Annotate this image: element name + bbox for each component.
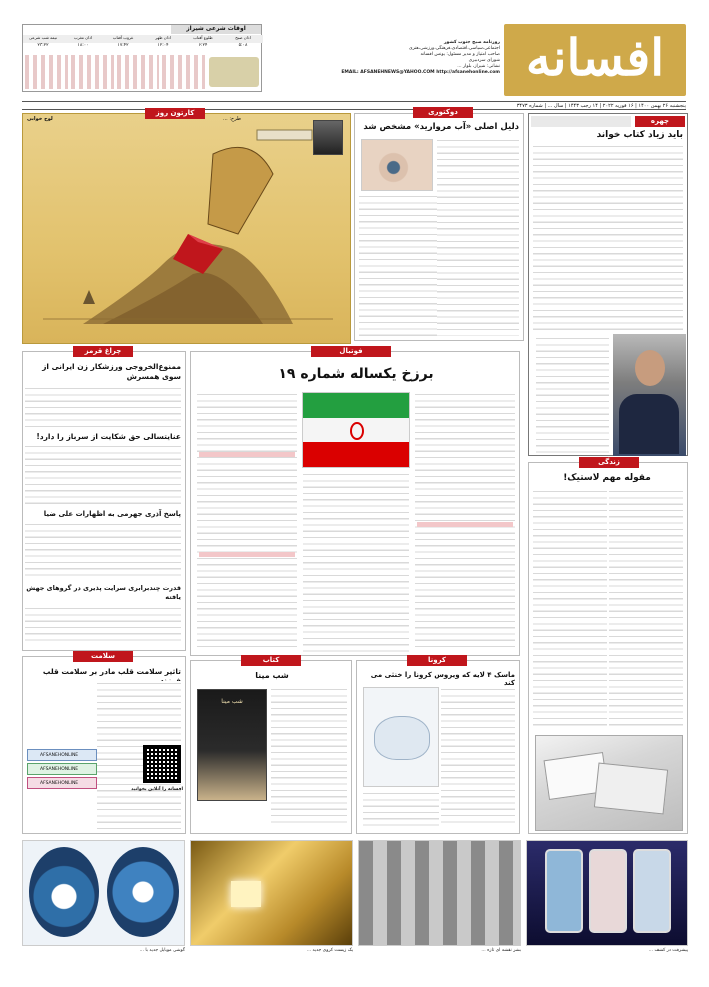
currency-row xyxy=(25,55,68,89)
currency-row xyxy=(71,55,114,89)
currency-strip xyxy=(25,55,205,89)
social-links xyxy=(27,749,97,805)
cartoon-illustration xyxy=(23,114,352,345)
article-body xyxy=(359,194,437,336)
article-title: باید زیاد کتاب خواند xyxy=(596,130,683,140)
social-link-whatsapp[interactable]: AFSANEHONLINE xyxy=(27,763,97,775)
article-title: ماسک ۴ لایه که ویروس کرونا را خنثی می کند xyxy=(370,671,515,687)
book-cover xyxy=(197,689,267,801)
section-label: کتاب xyxy=(241,655,301,666)
article-body xyxy=(441,687,515,827)
article-title: مقوله مهم لاستیک! xyxy=(563,473,651,483)
section-label: زندگی xyxy=(579,457,639,468)
flag-white xyxy=(303,418,409,443)
article-body xyxy=(533,144,683,334)
eye-photo xyxy=(361,139,433,191)
cartoon-caption: طرح: ... xyxy=(223,116,242,122)
social-link-instagram[interactable]: AFSANEHONLINE xyxy=(27,777,97,789)
section-band xyxy=(531,116,631,127)
oqat-header: غروب آفتاب xyxy=(112,35,134,40)
article-body xyxy=(536,336,609,454)
news-body xyxy=(25,386,181,428)
bottom-photo-earth xyxy=(22,840,185,946)
currency-row xyxy=(162,55,205,89)
masthead-info xyxy=(270,40,500,92)
info-line: EMAIL: AFSANEHNEWS@YAHOO.COM http://afsanehonline.com xyxy=(341,70,500,75)
section-label: چراغ قرمز xyxy=(73,346,133,357)
highlight-line xyxy=(199,452,295,457)
oqat-header-row xyxy=(23,35,263,43)
highlight-line xyxy=(417,522,513,527)
oqat-value: ۲۳:۲۲ xyxy=(37,43,49,48)
news-body xyxy=(25,522,181,578)
book-cover-title: شب مینا xyxy=(221,698,243,705)
section-label: چهره xyxy=(635,116,685,127)
news-title: پاسخ آذری جهرمی به اظهارات علی ضیا xyxy=(43,510,181,518)
author-photo xyxy=(613,334,686,456)
news-body xyxy=(25,606,181,646)
mask-box xyxy=(356,656,520,834)
oqat-value: ۱۷:۴۲ xyxy=(117,43,129,48)
health-box xyxy=(22,652,186,834)
article-body xyxy=(609,489,683,729)
bottom-photo-gold xyxy=(190,840,353,946)
oqat-title: اوقات شرعی شیراز xyxy=(171,25,261,34)
bottom-caption: گوشی موبایل جدید با ... xyxy=(139,948,185,953)
section-label: کارتون روز xyxy=(145,108,205,119)
oqat-header: اذان صبح xyxy=(235,35,251,40)
article-title: دلیل اصلی «آب مروارید» مشخص شد xyxy=(363,122,519,132)
oqat-value-row xyxy=(23,43,263,51)
article-body xyxy=(271,687,347,827)
news-title: ممنوع‌الخروجی ورزشکار زن ایرانی از سوی همسرش xyxy=(42,362,181,381)
info-line: صاحب امتیاز و مدیر مسئول: یونس افسانه xyxy=(420,52,500,57)
info-line: اجتماعی،سیاسی،اقتصادی،فرهنگی،ورزشی،هنری xyxy=(408,46,500,51)
bottom-strip xyxy=(22,840,688,966)
doctor-box xyxy=(354,108,524,341)
article-title: برزخ یکساله شماره ۱۹ xyxy=(278,366,434,382)
qr-caption: افسانه را آنلاین بخوانید xyxy=(131,787,183,792)
info-line: نشانی: شیراز، بلوار ... xyxy=(457,64,500,69)
qr-code[interactable] xyxy=(143,745,181,783)
oqat-value: ۶:۲۴ xyxy=(198,43,208,48)
chehre-box xyxy=(528,113,688,456)
bottom-caption: پیشرفت در کشف ... xyxy=(648,948,688,953)
gold-logo-badge xyxy=(209,57,259,87)
info-line: شورای سردبیری xyxy=(468,58,500,63)
oqat-header: اذان مغرب xyxy=(73,35,93,40)
article-title: شب مینا xyxy=(255,671,289,680)
article-body xyxy=(533,489,607,729)
red-light-box xyxy=(22,347,186,651)
section-label: دوکتوری xyxy=(413,107,473,118)
section-label: فوتبال xyxy=(311,346,391,357)
oqat-value: ۱۸:۰۰ xyxy=(77,43,89,48)
cartoon-author: لوح خوابی xyxy=(27,116,53,122)
highlight-line xyxy=(199,552,295,557)
article-title: تاثیر سلامت قلب مادر بر سلامت قلب xyxy=(42,667,181,676)
face-shape xyxy=(635,350,665,386)
oqat-value: ۱۲:۰۴ xyxy=(157,43,169,48)
social-link-telegram[interactable]: AFSANEHONLINE xyxy=(27,749,97,761)
news-title: قدرت چندبرابری سرایت پذیری در گروهای جهش یافته xyxy=(26,584,181,601)
bottom-caption: یک زیست کروی جدید ... xyxy=(306,948,353,953)
logo-text: افسانه xyxy=(525,28,665,87)
section-label: سلامت xyxy=(73,651,133,662)
book-box xyxy=(190,656,352,834)
oqat-header: نیمه شب شرعی xyxy=(29,35,57,40)
oqat-header: اذان ظهر xyxy=(155,35,171,40)
oqat-table xyxy=(22,24,262,92)
shirt-shape xyxy=(619,394,679,454)
info-line: روزنامه صبح جنوب کشور xyxy=(443,40,500,45)
oqat-value: ۵:۰۸ xyxy=(238,43,248,48)
flag-green xyxy=(303,393,409,418)
article-body xyxy=(437,138,519,336)
currency-row xyxy=(117,55,160,89)
bottom-photo-lab xyxy=(358,840,521,946)
iran-flag xyxy=(302,392,410,468)
masthead xyxy=(22,24,686,99)
article-body xyxy=(197,392,297,652)
mask-photo xyxy=(363,687,439,787)
bottom-photo-phones xyxy=(526,840,688,946)
article-body xyxy=(363,791,439,827)
date-line: پنجشنبه ۲۶ بهمن ۱۴۰۰ | ۱۶ فوریه ۲۰۲۲ | ۱۴ رجب ۱۴۴۳ | سال ... | شماره ۳۴۷۳ xyxy=(22,101,686,110)
newspapers-photo xyxy=(535,735,683,831)
flag-red xyxy=(303,442,409,467)
bottom-caption: بشر نقشه ای تازه ... xyxy=(481,948,521,953)
article-body xyxy=(303,472,409,652)
oqat-header: طلوع آفتاب xyxy=(193,35,213,40)
cartoon-box xyxy=(22,109,351,344)
sport-box xyxy=(190,347,520,656)
news-title: عنایتسالی حق شکایت از سرباز را دارد! xyxy=(36,432,181,441)
newspaper-logo xyxy=(504,24,686,96)
zendegi-box xyxy=(528,458,688,834)
news-body xyxy=(25,444,181,506)
section-label: کرونا xyxy=(407,655,467,666)
